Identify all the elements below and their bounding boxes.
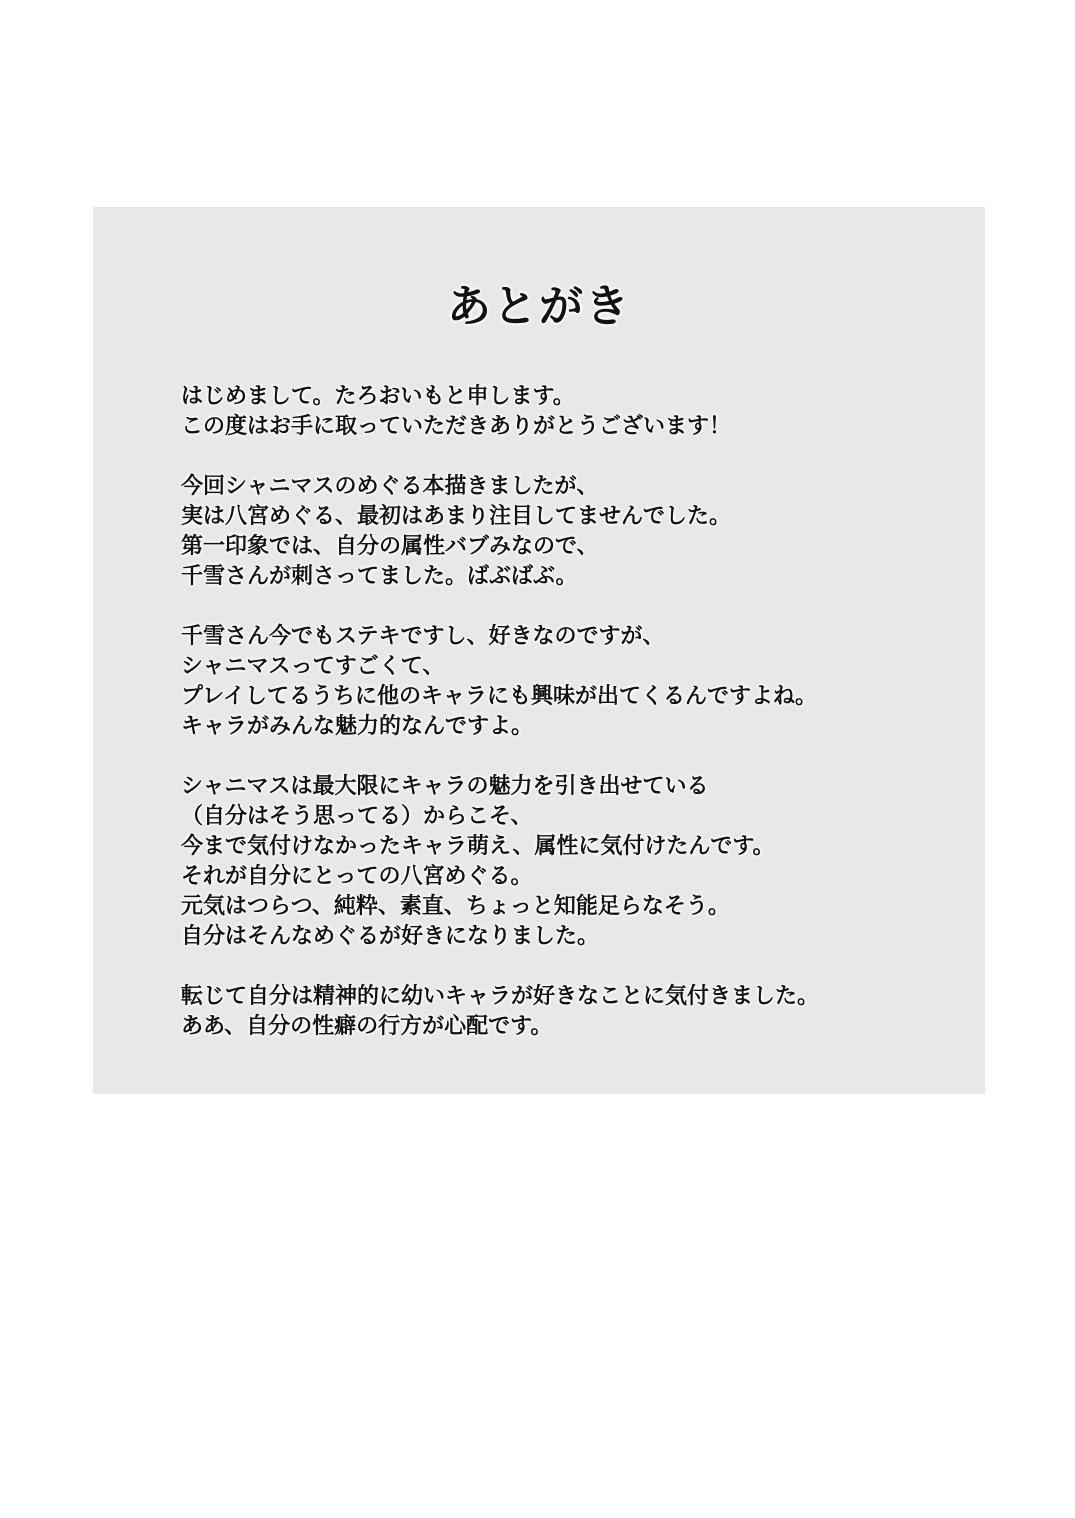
text-line: シャニマスは最大限にキャラの魅力を引き出せている <box>181 774 709 799</box>
text-line: プレイしてるうちに他のキャラにも興味が出てくるんですよね。 <box>181 684 818 709</box>
paragraph-1 <box>181 382 961 442</box>
text-line: 今回シャニマスのめぐる本描きましたが、 <box>181 474 599 499</box>
text-line: それが自分にとっての八宮めぐる。 <box>181 864 533 889</box>
text-line: 千雪さんが刺さってました。ばぶばぶ。 <box>181 564 578 589</box>
text-line: 今まで気付けなかったキャラ萌え、属性に気付けたんです。 <box>181 834 775 859</box>
paragraph-2 <box>181 472 961 592</box>
text-line: シャニマスってすごくて、 <box>181 654 445 679</box>
text-line: キャラがみんな魅力的なんですよ。 <box>181 714 534 739</box>
text-line: （自分はそう思ってる）からこそ、 <box>181 804 533 829</box>
text-line: ああ、自分の性癖の行方が心配です。 <box>181 1014 553 1039</box>
paragraph-3 <box>181 622 961 742</box>
afterword-panel <box>93 207 985 1094</box>
paragraph-5 <box>181 982 961 1042</box>
paragraph-4 <box>181 772 961 952</box>
afterword-body <box>181 382 961 1072</box>
text-line: 第一印象では、自分の属性バブみなので、 <box>181 534 599 559</box>
text-line: 千雪さん今でもステキですし、好きなのですが、 <box>181 624 665 649</box>
text-line: はじめまして。たろおいもと申します。 <box>181 384 575 409</box>
text-line: 自分はそんなめぐるが好きになりました。 <box>181 924 600 949</box>
text-line: この度はお手に取っていただきありがとうございます！ <box>181 414 732 439</box>
text-line: 実は八宮めぐる、最初はあまり注目してませんでした。 <box>181 504 732 529</box>
text-line: 元気はつらつ、純粋、素直、ちょっと知能足らなそう。 <box>181 894 730 919</box>
text-line: 転じて自分は精神的に幼いキャラが好きなことに気付きました。 <box>181 984 820 1009</box>
page-title: あとがき <box>447 281 631 332</box>
